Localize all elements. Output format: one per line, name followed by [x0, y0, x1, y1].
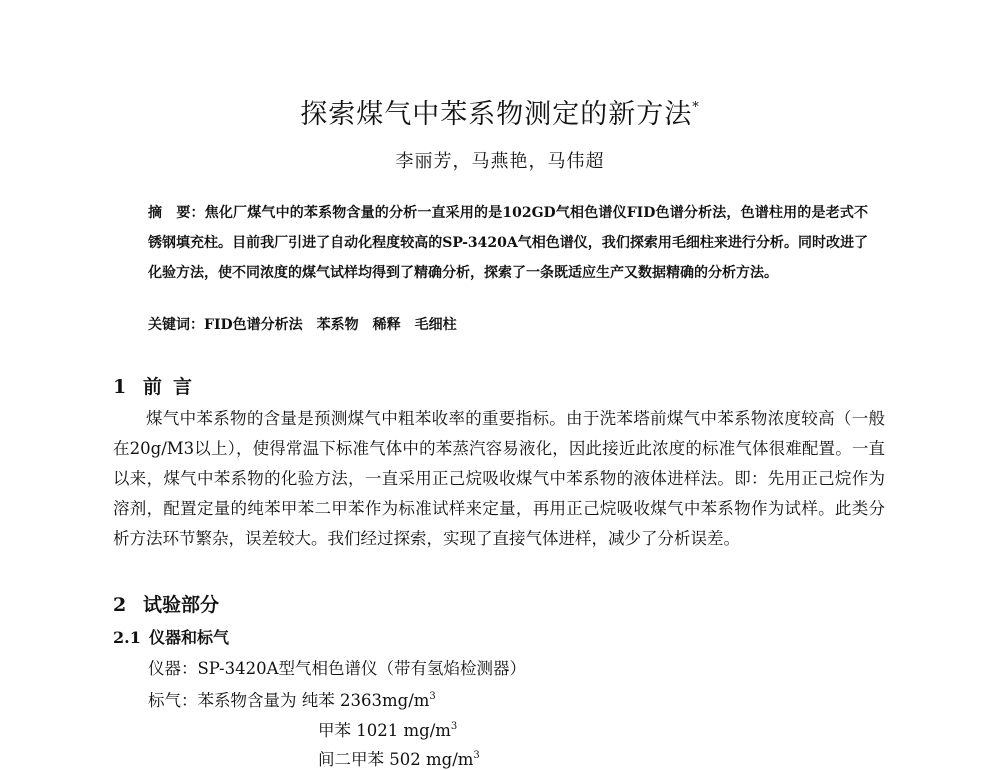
standard-gas-line [148, 687, 436, 711]
instrument-line [148, 655, 526, 679]
author-list: 李丽芳，马燕艳，马伟超 [395, 151, 605, 172]
subsection-number: 2.1 [113, 628, 141, 647]
gas-value: 1021 mg/m [356, 721, 451, 740]
keyword-item: 稀释 [372, 317, 401, 333]
title-footnote-mark: * [692, 100, 700, 115]
gas-unit-exponent: 3 [473, 750, 480, 761]
subsection-title: 仪器和标气 [149, 628, 230, 647]
keyword-item: FID色谱分析法 [204, 317, 303, 333]
section-number: 2 [113, 594, 127, 616]
title-text: 探索煤气中苯系物测定的新方法 [300, 99, 693, 130]
paper-title [0, 92, 1000, 131]
gas-unit-exponent: 3 [429, 691, 436, 702]
section-heading-introduction [113, 372, 203, 399]
keyword-item: 毛细柱 [414, 317, 457, 333]
abstract-text: 焦化厂煤气中的苯系物含量的分析一直采用的是102GD气相色谱仪FID色谱分析法，色谱柱用的是老式不锈钢填充柱。目前我厂引进了自动化程度较高的SP-3420A气相色谱仪，我们探索用毛细柱来进行分析。同时改进了化验方法，使不同浓度的煤气试样均得到了精确分析，探索了一条既适应生产又数据精确的分析方法。 [148, 205, 868, 281]
introduction-body [113, 404, 885, 554]
instrument-label: 仪器： [148, 659, 198, 678]
introduction-paragraph: 煤气中苯系物的含量是预测煤气中粗苯收率的重要指标。由于洗苯塔前煤气中苯系物浓度较高（一般在20g/M3以上），使得常温下标准气体中的苯蒸汽容易液化，因此接近此浓度的标准气体很难配置。一直以来，煤气中苯系物的化验方法，一直采用正己烷吸收煤气中苯系物的液体进样法。即：先用正己烷作为溶剂，配置定量的纯苯甲苯二甲苯作为标准试样来定量，再用正己烷吸收煤气中苯系物作为试样。此类分析方法环节繁杂，误差较大。我们经过探索，实现了直接气体进样，减少了分析误差。 [113, 409, 885, 548]
abstract-label: 摘 要： [148, 205, 205, 221]
standard-gas-line [318, 717, 457, 741]
standard-gas-line [318, 746, 480, 770]
gas-value: 2363mg/m [340, 691, 430, 710]
gas-unit-exponent: 3 [450, 721, 458, 732]
gas-name: 纯苯 [301, 691, 335, 710]
section-title: 前言 [143, 376, 204, 398]
section-heading-experiment [113, 590, 219, 617]
gas-value: 502 mg/m [389, 750, 474, 769]
gas-name: 甲苯 [318, 721, 351, 740]
keyword-item: 苯系物 [316, 317, 359, 333]
keywords [148, 314, 868, 336]
instrument-name: SP-3420A型气相色谱仪（带有氢焰检测器） [197, 659, 526, 678]
gas-name: 间二甲苯 [318, 750, 384, 769]
standard-gas-label: 标气：苯系物含量为 [148, 691, 297, 710]
section-number: 1 [113, 376, 138, 398]
keywords-label: 关键词： [148, 317, 204, 333]
abstract [148, 198, 868, 288]
subsection-heading-instruments [113, 625, 229, 648]
section-title: 试验部分 [143, 594, 220, 616]
